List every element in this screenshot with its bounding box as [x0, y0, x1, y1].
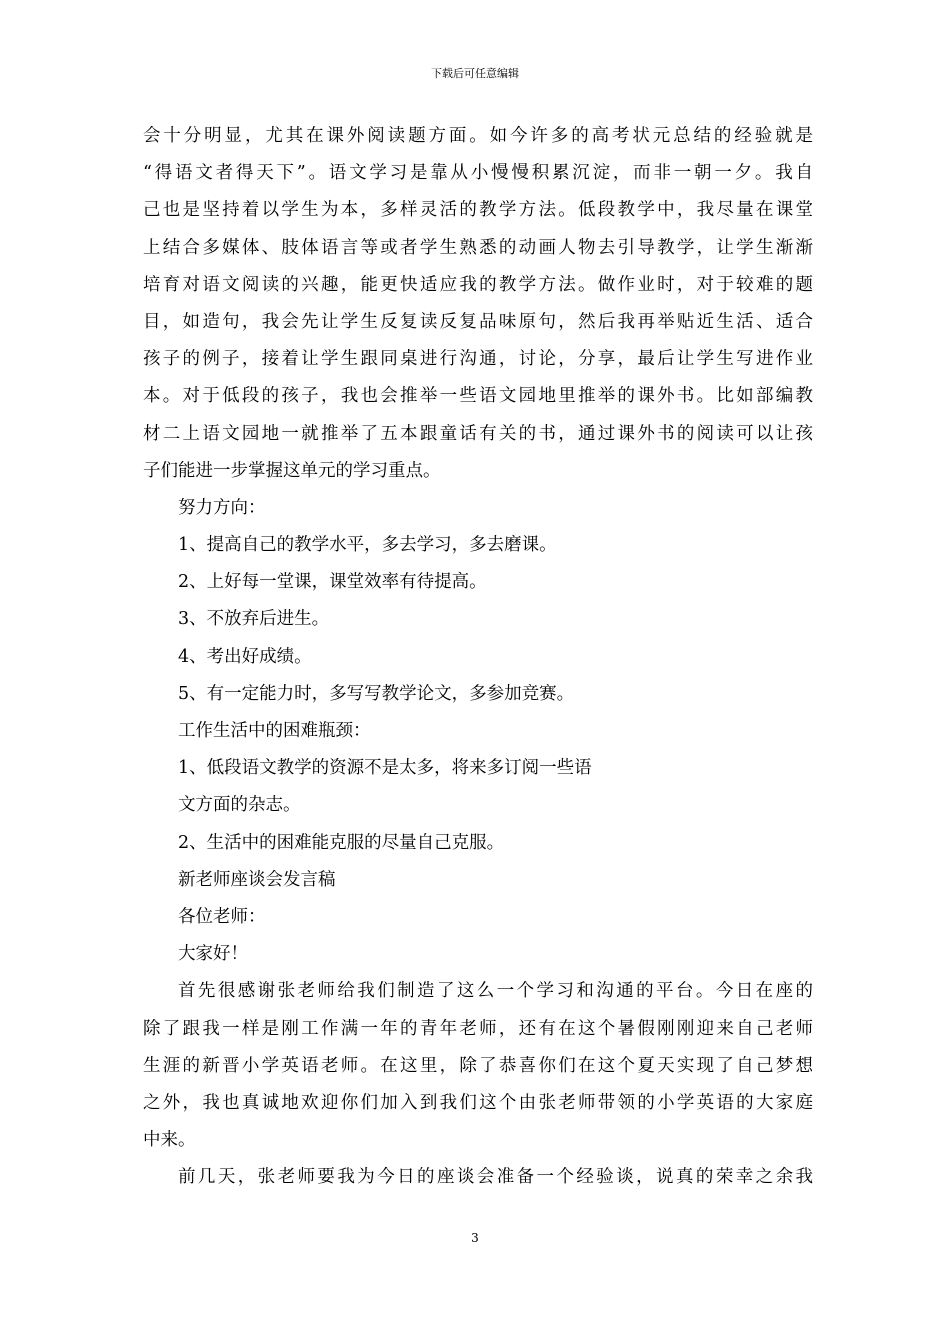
body-line: 前几天，张老师要我为今日的座谈会准备一个经验谈，说真的荣幸之余我 [178, 1167, 813, 1188]
section-heading: 努力方向： [178, 497, 266, 518]
list-item: 1、低段语文教学的资源不是太多，将来多订阅一些语 [178, 758, 592, 779]
section-heading: 工作生活中的困难瓶颈： [178, 721, 371, 741]
list-item: 2、生活中的困难能克服的尽量自己克服。 [178, 832, 505, 853]
document-body [143, 118, 813, 1196]
body-line: 子们能进一步掌握这单元的学习重点。 [143, 460, 441, 481]
page-number: 3 [471, 1231, 479, 1245]
body-line: 生涯的新晋小学英语老师。在这里，除了恭喜你们在这个夏天实现了自己梦想 [143, 1055, 813, 1076]
body-line: 之外，我也真诚地欢迎你们加入到我们这个由张老师带领的小学英语的大家庭 [143, 1092, 813, 1113]
body-line: 本。对于低段的孩子，我也会推举一些语文园地里推举的课外书。比如部编教 [143, 386, 813, 407]
list-item: 1、提高自己的教学水平，多去学习，多去磨课。 [178, 535, 557, 556]
greeting: 大家好！ [178, 944, 248, 965]
body-line: 培育对语文阅读的兴趣，能更快适应我的教学方法。做作业时，对于较难的题 [143, 274, 813, 295]
body-line: 会十分明显，尤其在课外阅读题方面。如今许多的高考状元总结的经验就是 [143, 126, 813, 146]
body-line: 材二上语文园地一就推举了五本跟童话有关的书，通过课外书的阅读可以让孩 [143, 423, 813, 444]
list-item: 3、不放弃后进生。 [178, 609, 330, 630]
body-line: 首先很感谢张老师给我们制造了这么一个学习和沟通的平台。今日在座的 [178, 981, 813, 1002]
body-line: 孩子的例子，接着让学生跟同桌进行沟通，讨论，分享，最后让学生写进作业 [143, 349, 813, 370]
body-line: 中来。 [143, 1130, 196, 1151]
list-item: 5、有一定能力时，多写写教学论文，多参加竞赛。 [178, 683, 575, 704]
body-line: 除了跟我一样是刚工作满一年的青年老师，还有在这个暑假刚刚迎来自己老师 [143, 1018, 813, 1039]
list-item-continuation: 文方面的杂志。 [178, 795, 301, 816]
body-line: 上结合多媒体、肢体语言等或者学生熟悉的动画人物去引导教学，让学生渐渐 [143, 237, 813, 258]
list-item: 4、考出好成绩。 [178, 646, 312, 667]
list-item: 2、上好每一堂课，课堂效率有待提高。 [178, 572, 487, 593]
salutation: 各位老师： [178, 906, 266, 927]
speech-title: 新老师座谈会发言稿 [178, 869, 336, 890]
body-line: 目，如造句，我会先让学生反复读反复品味原句，然后我再举贴近生活、适合 [143, 311, 813, 332]
body-line: “得语文者得天下”。语文学习是靠从小慢慢积累沉淀，而非一朝一夕。我自 [143, 163, 813, 184]
page-header: 下载后可任意编辑 [431, 67, 519, 80]
body-line: 己也是坚持着以学生为本，多样灵活的教学方法。低段教学中，我尽量在课堂 [143, 200, 813, 221]
